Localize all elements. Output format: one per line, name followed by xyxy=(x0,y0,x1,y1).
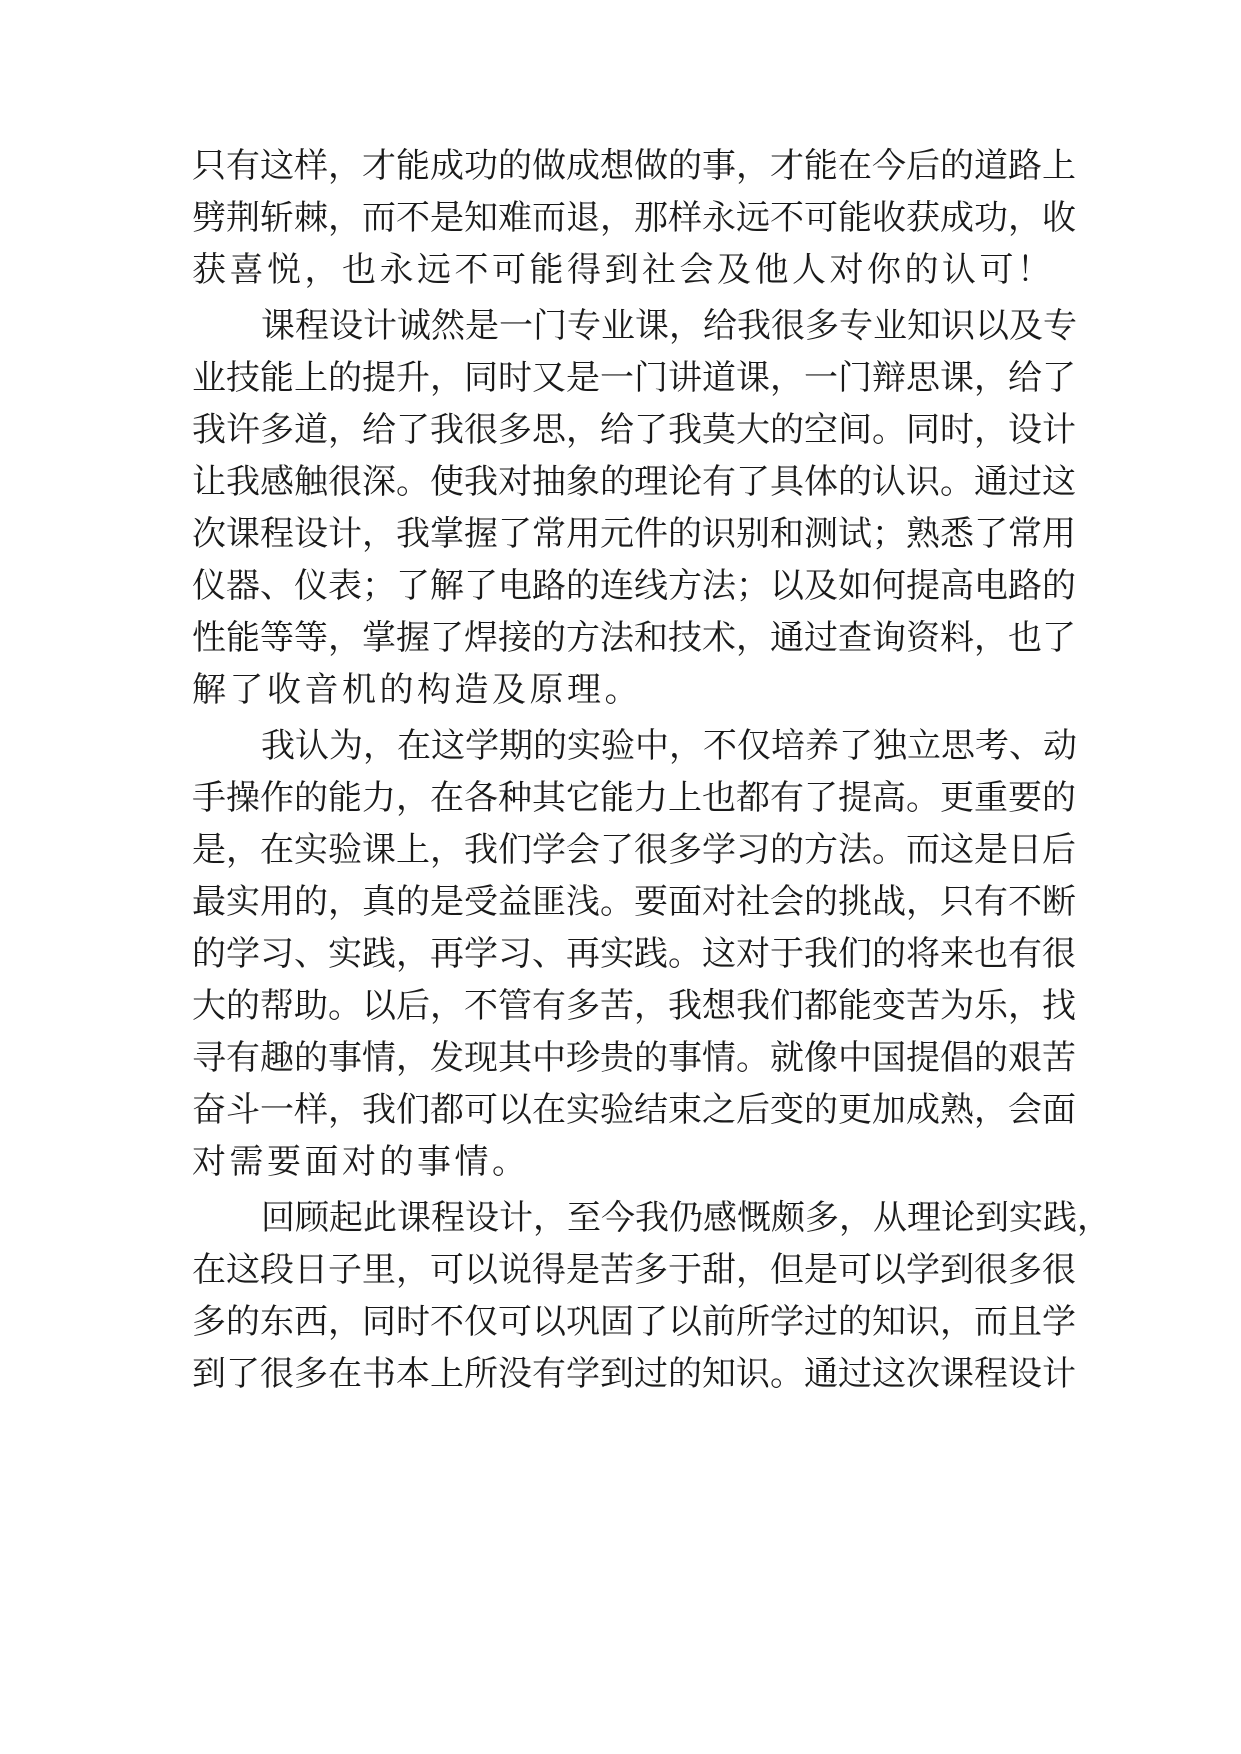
text-line: 对需要面对的事情。 xyxy=(192,1142,530,1182)
text-line: 我许多道，给了我很多思，给了我莫大的空间。同时，设计 xyxy=(192,410,1076,450)
text-line: 让我感触很深。使我对抽象的理论有了具体的认识。通过这 xyxy=(192,462,1076,502)
text-line: 性能等等，掌握了焊接的方法和技术，通过查询资料，也了 xyxy=(192,618,1076,658)
text-line: 在这段日子里，可以说得是苦多于甜，但是可以学到很多很 xyxy=(192,1250,1076,1290)
text-line: 寻有趣的事情，发现其中珍贵的事情。就像中国提倡的艰苦 xyxy=(192,1038,1076,1078)
paragraph-first-line: 我认为，在这学期的实验中，不仅培养了独立思考、动 xyxy=(261,726,1077,766)
text-line: 业技能上的提升，同时又是一门讲道课，一门辩思课，给了 xyxy=(192,358,1076,398)
text-line: 多的东西，同时不仅可以巩固了以前所学过的知识，而且学 xyxy=(192,1302,1076,1342)
text-line: 手操作的能力，在各种其它能力上也都有了提高。更重要的 xyxy=(192,778,1076,818)
text-line: 到了很多在书本上所没有学到过的知识。通过这次课程设计 xyxy=(192,1354,1076,1394)
text-line: 获喜悦，也永远不可能得到社会及他人对你的认可！ xyxy=(192,250,1055,290)
text-line: 奋斗一样，我们都可以在实验结束之后变的更加成熟，会面 xyxy=(192,1090,1076,1130)
text-line: 解了收音机的构造及原理。 xyxy=(192,670,642,710)
text-line: 仪器、仪表；了解了电路的连线方法；以及如何提高电路的 xyxy=(192,566,1076,606)
text-line: 的学习、实践，再学习、再实践。这对于我们的将来也有很 xyxy=(192,934,1076,974)
paragraph-first-line: 课程设计诚然是一门专业课，给我很多专业知识以及专 xyxy=(261,306,1077,346)
text-line: 最实用的，真的是受益匪浅。要面对社会的挑战，只有不断 xyxy=(192,882,1076,922)
paragraph-first-line: 回顾起此课程设计，至今我仍感慨颇多，从理论到实践， xyxy=(261,1198,1111,1238)
text-line: 只有这样，才能成功的做成想做的事，才能在今后的道路上 xyxy=(192,146,1076,186)
text-line: 是，在实验课上，我们学会了很多学习的方法。而这是日后 xyxy=(192,830,1076,870)
text-line: 大的帮助。以后，不管有多苦，我想我们都能变苦为乐，找 xyxy=(192,986,1076,1026)
text-line: 次课程设计，我掌握了常用元件的识别和测试；熟悉了常用 xyxy=(192,514,1076,554)
text-line: 劈荆斩棘，而不是知难而退，那样永远不可能收获成功，收 xyxy=(192,198,1076,238)
